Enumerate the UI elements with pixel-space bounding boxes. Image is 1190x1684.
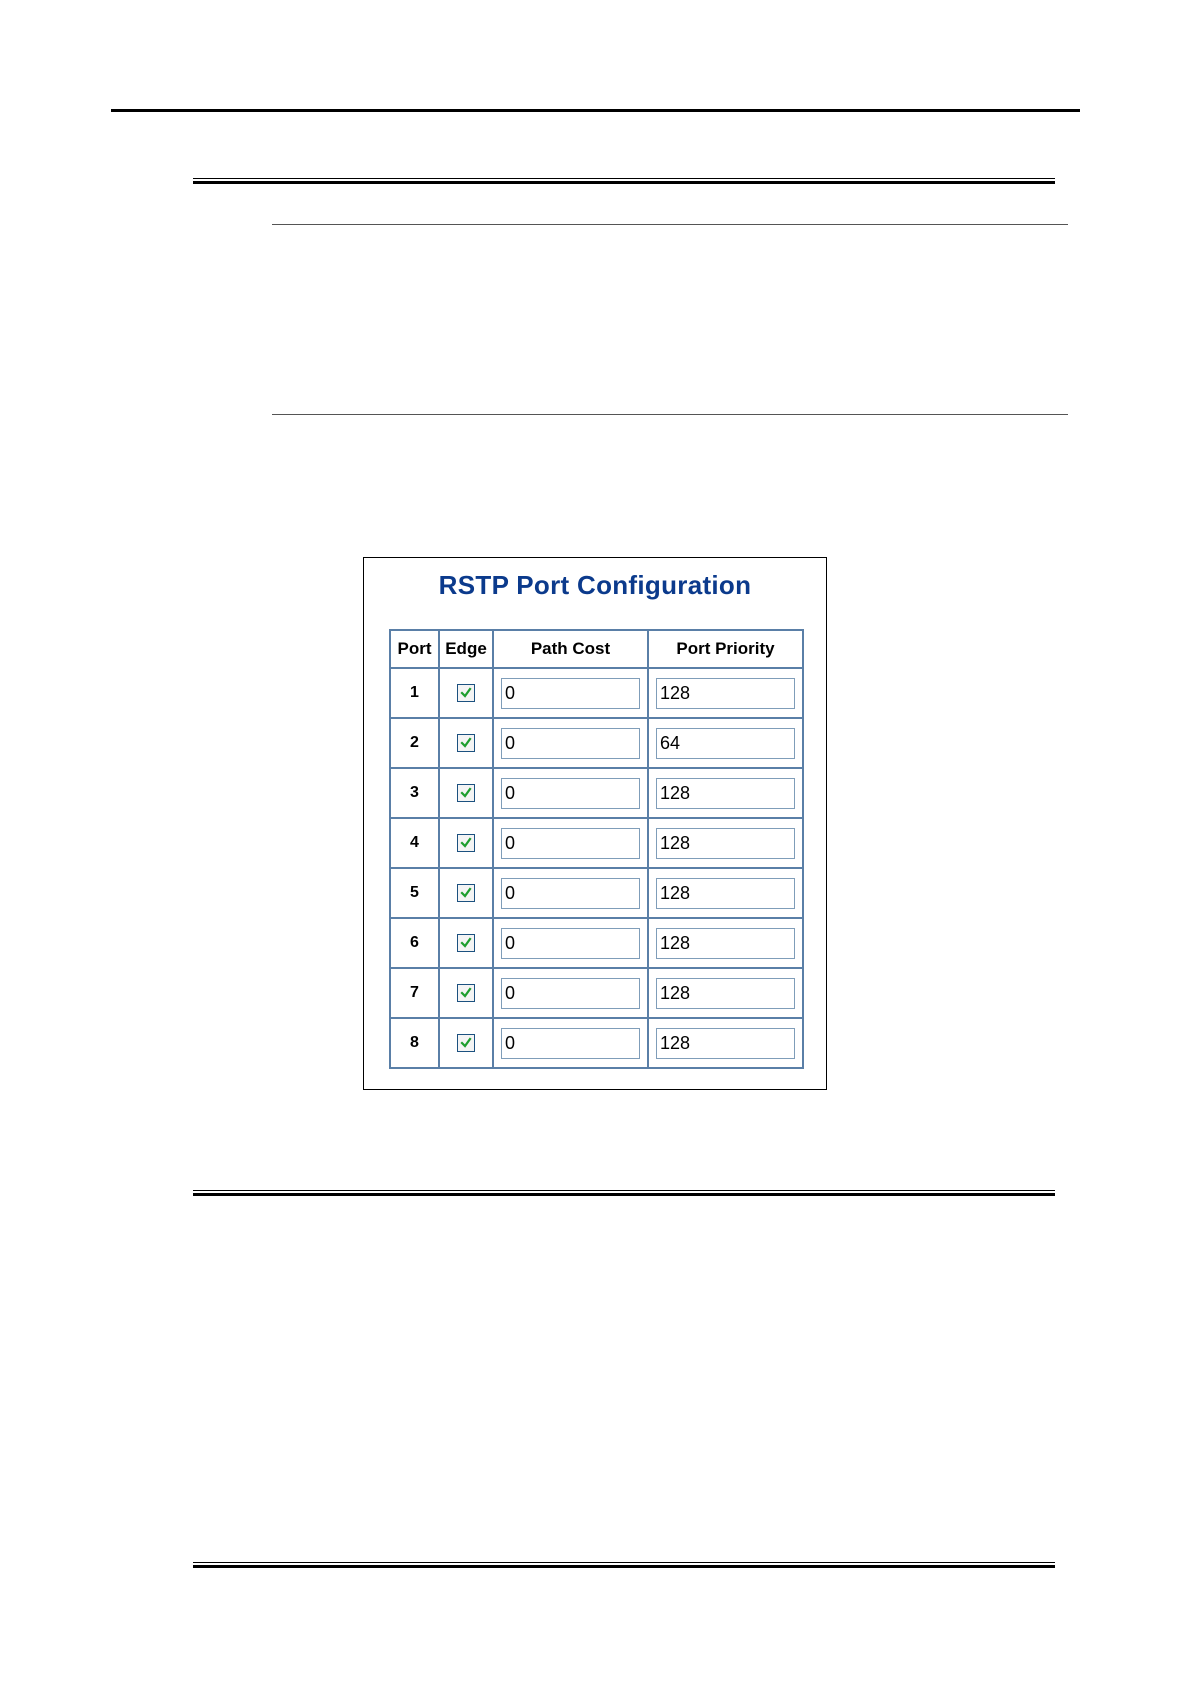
note-rule-bottom bbox=[272, 414, 1068, 415]
check-icon bbox=[459, 986, 473, 1000]
port-cell bbox=[390, 668, 439, 718]
path-cost-cell bbox=[493, 768, 648, 818]
edge-cell bbox=[439, 918, 493, 968]
path-cost-input[interactable] bbox=[501, 728, 640, 759]
port-priority-cell bbox=[648, 768, 803, 818]
page-title: RSTP Port Configuration bbox=[438, 570, 752, 600]
port-priority-input[interactable] bbox=[656, 778, 795, 809]
edge-checkbox[interactable] bbox=[457, 1034, 475, 1052]
path-cost-cell bbox=[493, 718, 648, 768]
check-icon bbox=[459, 886, 473, 900]
col-header-port: Port bbox=[390, 630, 439, 668]
path-cost-input[interactable] bbox=[501, 828, 640, 859]
port-cell bbox=[390, 968, 439, 1018]
port-priority-input[interactable] bbox=[656, 1028, 795, 1059]
table-row bbox=[390, 968, 803, 1018]
table-row bbox=[390, 918, 803, 968]
edge-checkbox[interactable] bbox=[457, 984, 475, 1002]
edge-cell bbox=[439, 968, 493, 1018]
port-rows bbox=[390, 668, 803, 1068]
port-number: 2 bbox=[410, 734, 419, 751]
path-cost-cell bbox=[493, 968, 648, 1018]
edge-checkbox[interactable] bbox=[457, 734, 475, 752]
path-cost-cell bbox=[493, 818, 648, 868]
port-cell bbox=[390, 818, 439, 868]
port-priority-input[interactable] bbox=[656, 978, 795, 1009]
port-cell bbox=[390, 768, 439, 818]
port-cell bbox=[390, 718, 439, 768]
section-rule-top bbox=[193, 178, 1055, 184]
port-priority-cell bbox=[648, 668, 803, 718]
check-icon bbox=[459, 1036, 473, 1050]
edge-cell bbox=[439, 818, 493, 868]
port-cell bbox=[390, 868, 439, 918]
port-priority-cell bbox=[648, 918, 803, 968]
edge-checkbox[interactable] bbox=[457, 884, 475, 902]
port-number: 4 bbox=[410, 834, 419, 851]
path-cost-input[interactable] bbox=[501, 978, 640, 1009]
edge-cell bbox=[439, 868, 493, 918]
port-priority-input[interactable] bbox=[656, 928, 795, 959]
edge-checkbox[interactable] bbox=[457, 934, 475, 952]
section-rule-bottom bbox=[193, 1562, 1055, 1568]
table-row bbox=[390, 1018, 803, 1068]
port-priority-input[interactable] bbox=[656, 828, 795, 859]
edge-cell bbox=[439, 1018, 493, 1068]
port-number: 1 bbox=[410, 684, 419, 701]
port-priority-input[interactable] bbox=[656, 878, 795, 909]
port-priority-cell bbox=[648, 968, 803, 1018]
col-header-edge: Edge bbox=[439, 630, 493, 668]
edge-cell bbox=[439, 768, 493, 818]
port-number: 7 bbox=[410, 984, 419, 1001]
check-icon bbox=[459, 736, 473, 750]
path-cost-input[interactable] bbox=[501, 878, 640, 909]
check-icon bbox=[459, 936, 473, 950]
section-rule-middle bbox=[193, 1190, 1055, 1196]
table-row bbox=[390, 768, 803, 818]
rstp-config-screenshot bbox=[363, 557, 827, 1090]
table-row bbox=[390, 818, 803, 868]
col-header-path-cost: Path Cost bbox=[493, 630, 648, 668]
edge-checkbox[interactable] bbox=[457, 834, 475, 852]
edge-cell bbox=[439, 668, 493, 718]
port-priority-input[interactable] bbox=[656, 728, 795, 759]
port-number: 8 bbox=[410, 1034, 419, 1051]
path-cost-cell bbox=[493, 868, 648, 918]
path-cost-input[interactable] bbox=[501, 1028, 640, 1059]
port-priority-cell bbox=[648, 1018, 803, 1068]
edge-checkbox[interactable] bbox=[457, 784, 475, 802]
check-icon bbox=[459, 686, 473, 700]
page-top-rule bbox=[111, 109, 1080, 112]
rstp-port-table bbox=[389, 629, 804, 1069]
port-number: 6 bbox=[410, 934, 419, 951]
edge-checkbox[interactable] bbox=[457, 684, 475, 702]
path-cost-input[interactable] bbox=[501, 778, 640, 809]
table-row bbox=[390, 668, 803, 718]
check-icon bbox=[459, 836, 473, 850]
port-cell bbox=[390, 1018, 439, 1068]
path-cost-input[interactable] bbox=[501, 678, 640, 709]
path-cost-input[interactable] bbox=[501, 928, 640, 959]
port-priority-cell bbox=[648, 718, 803, 768]
table-row bbox=[390, 718, 803, 768]
check-icon bbox=[459, 786, 473, 800]
table-row bbox=[390, 868, 803, 918]
path-cost-cell bbox=[493, 668, 648, 718]
table-header-row bbox=[390, 630, 803, 668]
path-cost-cell bbox=[493, 1018, 648, 1068]
port-number: 5 bbox=[410, 884, 419, 901]
port-priority-cell bbox=[648, 868, 803, 918]
edge-cell bbox=[439, 718, 493, 768]
note-rule-top bbox=[272, 224, 1068, 225]
port-number: 3 bbox=[410, 784, 419, 801]
port-priority-cell bbox=[648, 818, 803, 868]
port-priority-input[interactable] bbox=[656, 678, 795, 709]
port-cell bbox=[390, 918, 439, 968]
path-cost-cell bbox=[493, 918, 648, 968]
col-header-port-priority: Port Priority bbox=[648, 630, 803, 668]
